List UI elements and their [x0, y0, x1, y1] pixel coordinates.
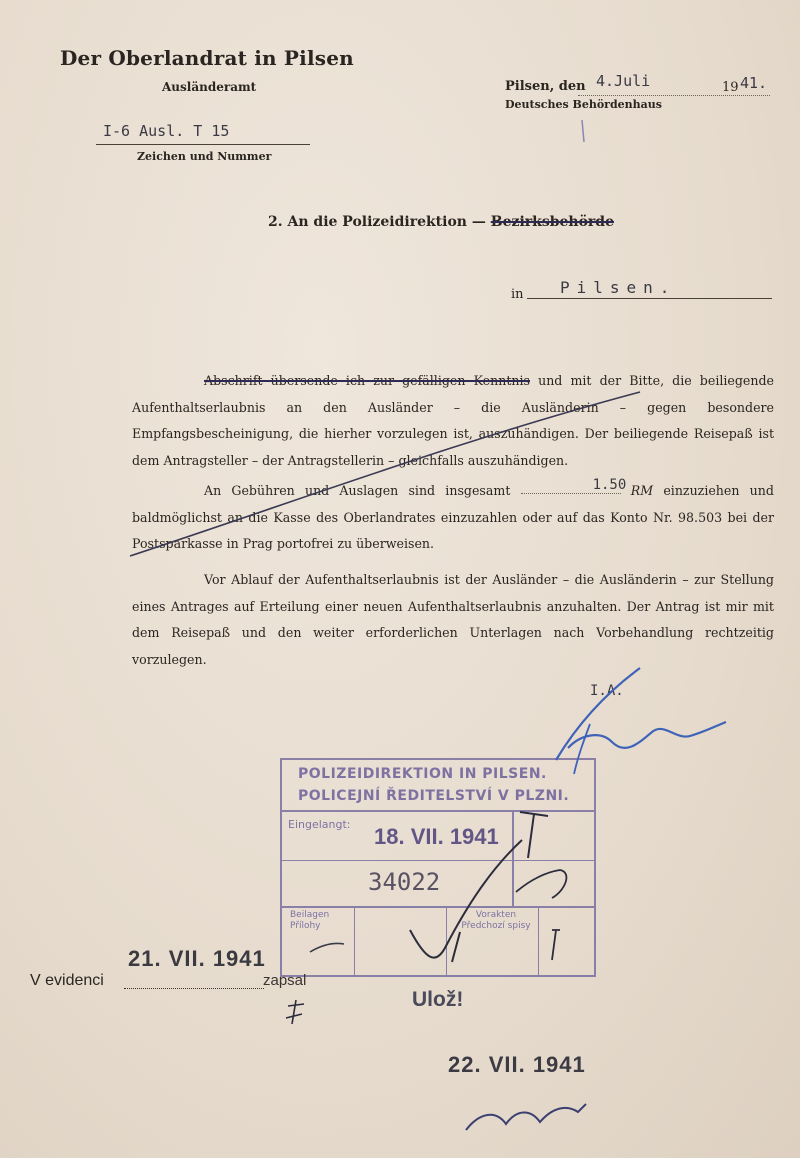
cancel-stroke [130, 392, 640, 556]
stamp-handwritten-t [520, 812, 548, 858]
fee-amount: 1.50 [521, 477, 621, 494]
paragraph-2-rest: einzuziehen und baldmöglichst an die Kasse des Oberlandrates einzuzahlen oder auf das Konto Nr. 98.503 bei der Postsparkasse in Prag portofrei zu überweisen. [132, 483, 774, 551]
paragraph-2-lead: An Gebühren und Auslagen sind insgesamt [204, 483, 511, 498]
reference-label: Zeichen und Nummer [137, 150, 272, 163]
registry-zapsal: zapsal [263, 972, 307, 989]
place-value: Pilsen. [560, 278, 677, 297]
stamp-handwritten-one [452, 932, 460, 962]
addressee-prefix: 2. An die Polizeidirektion — [268, 214, 486, 230]
reference-value: I-6 Ausl. T 15 [103, 122, 230, 140]
registry-label: V evidenci [30, 972, 104, 989]
paragraph-1-text: und mit der Bitte, die beiliegende Aufenthaltserlaubnis an den Ausländer – die Ausländerin – gegen besondere Empfangsbescheinigung, die hierher vorzulegen ist, auszuhändigen. Der beiliegende Reisepaß ist dem Antragsteller – der Antragstellerin – gleichfalls auszuhändigen. [132, 373, 775, 468]
stamp-line-1: POLIZEIDIREKTION IN PILSEN. [298, 766, 547, 782]
faint-mark [582, 120, 584, 142]
file-stamp: Ulož! [412, 988, 464, 1011]
dateline-city-label: Pilsen, den [505, 79, 586, 94]
registry-date-stamp: 21. VII. 1941 [128, 946, 266, 971]
fee-currency: RM [630, 483, 654, 498]
zapsal-initial [286, 1000, 304, 1024]
dateline-building: Deutsches Behördenhaus [505, 98, 662, 111]
file-date-stamp: 22. VII. 1941 [448, 1052, 586, 1077]
stamp-handwritten-mark [310, 943, 344, 952]
stamp-received-label: Eingelangt: [288, 818, 351, 831]
stamp-col-attachments: Beilagen Přílohy [290, 910, 330, 931]
check-mark [410, 840, 522, 958]
dateline-year-suffix: 41. [740, 74, 768, 92]
paragraph-3: Vor Ablauf der Aufenthaltserlaubnis ist der Ausländer – die Ausländerin – zur Stellung eines Antrages auf Erteilung einer neuen Aufenthaltserlaubnis anzuhalten. Der Antrag ist mir mit dem Reisepaß und den weiter erforderlichen Unterlagen nach Vorbehandlung rechtzeitig vorzulegen. [132, 572, 774, 667]
stamp-line-2: POLICEJNÍ ŘEDITELSTVÍ V PLZNI. [298, 788, 570, 804]
stamp-received-date: 18. VII. 1941 [374, 824, 499, 849]
place-in-label: in [511, 287, 524, 302]
signature-ia: I.A. [590, 683, 624, 699]
stamp-handwritten-five [552, 930, 560, 960]
letterhead-title: Der Oberlandrat in Pilsen [60, 46, 354, 70]
dateline-date: 4.Juli [596, 72, 651, 90]
stamp-col-prior-files: Vorakten Předchozí spisy [461, 910, 531, 931]
dateline-year-prefix: 19 [722, 80, 739, 95]
paragraph-1-struck: Abschrift übersende ich zur gefälligen Kenntnis [204, 373, 530, 388]
bottom-signature [466, 1104, 586, 1130]
stamp-number: 34022 [368, 868, 441, 896]
letterhead-office: Ausländeramt [162, 80, 257, 94]
stamp-handwritten-number [516, 870, 566, 898]
addressee-struck: Bezirksbehörde [490, 214, 615, 230]
